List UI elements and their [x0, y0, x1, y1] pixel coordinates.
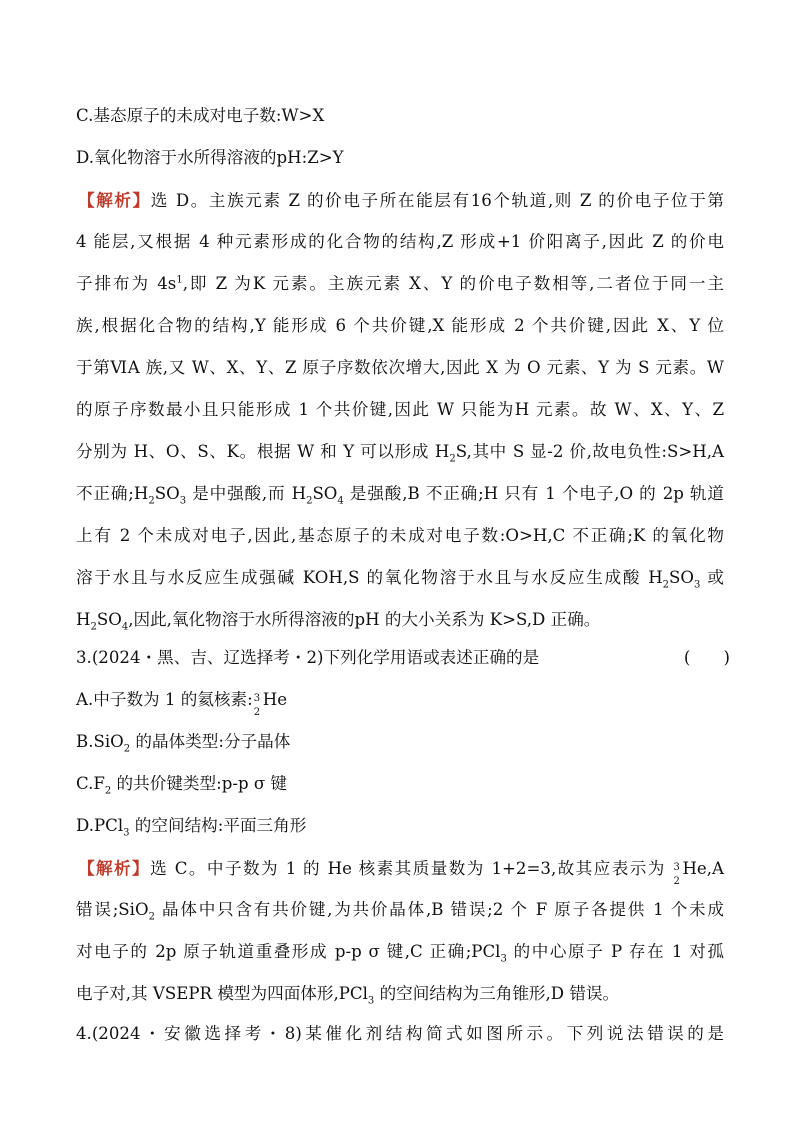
option-d-previous: D.氧化物溶于水所得溶液的pH:Z>Y [76, 148, 344, 167]
analysis-1-line-10: 溶于水且与水反应生成强碱 KOH,S 的氧化物溶于水且与水反应生成酸 $H_2SO_3$ 或 [76, 568, 724, 591]
analysis-1-line-8: 不正确$;H_2SO_3$ 是中强酸,而 $H_2SO_4$ 是强酸,B 不正确;H 只有 1 个电子,O 的 2p 轨道 [76, 484, 725, 507]
analysis-1-line-7: 分别为 H、O、S、K。根据 W 和 Y 可以形成 $H_2S$,其中 S 显-2 价,故电负性:S>H,A [76, 442, 724, 465]
analysis-1-line-2: 4 能层,又根据 4 种元素形成的化合物的结构,Z 形成+1 价阳离子,因此 Z 的价电 [76, 232, 724, 251]
question-3-option-c: $C.F_2$ 的共价键类型:p-p σ 键 [76, 774, 288, 797]
analysis-2-line-2: 错误;SiO$_2$ 晶体中只含有共价键,为共价晶体,B 错误;2 个 F 原子各提供 1 个未成 [76, 900, 724, 923]
question-3-stem: 3.(2024・黑、吉、辽选择考・2)下列化学用语或表述正确的是 ( ) [76, 646, 724, 670]
nuclide-notation: 3 2 [673, 861, 680, 887]
analysis-1-line-5: 于第ⅥA 族,又 W、X、Y、Z 原子序数依次增大,因此 X 为 O 元素、Y 为 S 元素。W [76, 358, 724, 377]
analysis-1-line-3: 子排布为 $4s^1$,即 Z 为K 元素。主族元素 X、Y 的价电子数相等,二者位于同一主 [76, 274, 724, 293]
analysis-label: 【解析】 [78, 190, 151, 210]
question-3-option-a: A.中子数为 1 的氦核素: 3 2 He [76, 690, 288, 718]
option-c-previous: C.基态原子的未成对电子数:W>X [76, 106, 325, 125]
analysis-2-line-1: 【解析】选 C。中子数为 1 的 He 核素其质量数为 1+2=3,故其应表示为 3 2 He,A [78, 858, 724, 887]
analysis-2-line-3: 对电子的 2p 原子轨道重叠形成 p-p σ 键,C 正确;PCl$_3$ 的中心原子 P 存在 1 对孤 [76, 942, 724, 965]
analysis-1-line-11: $H_2SO_4$,因此,氧化物溶于水所得溶液的pH 的大小关系为 K>S,D 正确。 [76, 610, 601, 633]
nuclide-notation: 3 2 [253, 692, 261, 718]
question-3-option-d: D.PCl$_3$ 的空间结构:平面三角形 [76, 816, 307, 839]
answer-bracket: ( ) [683, 648, 730, 667]
analysis-1-line-1: 【解析】选 D。主族元素 Z 的价电子所在能层有16个轨道,则 Z 的价电子位于第 [78, 190, 725, 210]
question-4-stem: 4.(2024・安徽选择考・8)某催化剂结构简式如图所示。下列说法错误的是 [76, 1024, 724, 1043]
analysis-1-line-4: 族,根据化合物的结构,Y 能形成 6 个共价键,X 能形成 2 个共价键,因此 X、Y 位 [76, 316, 724, 335]
analysis-1-line-9: 上有 2 个未成对电子,因此,基态原子的未成对电子数:O>H,C 不正确;K 的氧化物 [76, 526, 724, 545]
analysis-1-line-6: 的原子序数最小且只能形成 1 个共价键,因此 W 只能为H 元素。故 W、X、Y、Z [76, 400, 724, 419]
analysis-2-line-4: 电子对,其 VSEPR 模型为四面体形,PCl$_3$ 的空间结构为三角锥形,D 错误。 [76, 984, 620, 1007]
question-3-option-b: B.SiO$_2$ 的晶体类型:分子晶体 [76, 732, 291, 755]
analysis-label: 【解析】 [78, 858, 151, 878]
